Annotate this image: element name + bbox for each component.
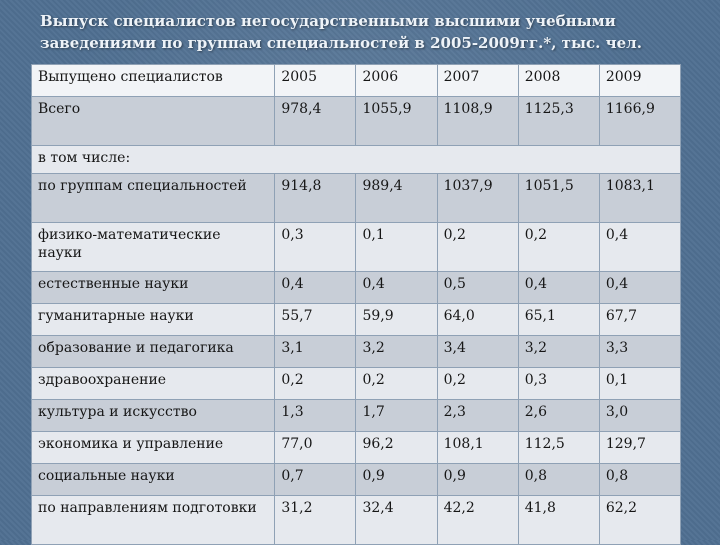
cell-value: 0,3 (275, 223, 356, 272)
cell-value: 41,8 (518, 496, 599, 545)
slide-title (40, 10, 690, 54)
row-label: здравоохранение (32, 368, 275, 400)
table-row (32, 368, 681, 400)
cell-value: 112,5 (518, 432, 599, 464)
cell-value: 0,8 (599, 464, 680, 496)
cell-value: 1108,9 (437, 97, 518, 146)
cell-value: 0,4 (356, 272, 437, 304)
cell-value: 0,2 (518, 223, 599, 272)
row-label: по группам специальностей (32, 174, 275, 223)
cell-value: 0,7 (275, 464, 356, 496)
cell-value: 1083,1 (599, 174, 680, 223)
cell-value: 0,4 (518, 272, 599, 304)
header-cell-2007: 2007 (437, 65, 518, 97)
cell-value: 0,4 (599, 272, 680, 304)
row-label: естественные науки (32, 272, 275, 304)
row-label: социальные науки (32, 464, 275, 496)
row-label: по направлениям подготовки (32, 496, 275, 545)
cell-value: 0,2 (437, 223, 518, 272)
cell-value: 3,4 (437, 336, 518, 368)
cell-value: 0,3 (518, 368, 599, 400)
header-cell-2009: 2009 (599, 65, 680, 97)
table-row-section (32, 146, 681, 174)
cell-value: 129,7 (599, 432, 680, 464)
row-label: физико-математические науки (32, 223, 275, 272)
cell-value: 42,2 (437, 496, 518, 545)
cell-value: 1051,5 (518, 174, 599, 223)
cell-value: 0,2 (356, 368, 437, 400)
cell-value: 0,4 (599, 223, 680, 272)
table-row (32, 174, 681, 223)
slide-title-line-2: заведениями по группам специальностей в 2005-2009гг.*, тыс. чел. (40, 34, 642, 52)
row-label: образование и педагогика (32, 336, 275, 368)
cell-value: 0,1 (356, 223, 437, 272)
cell-value: 0,2 (275, 368, 356, 400)
cell-value: 0,9 (437, 464, 518, 496)
table-row (32, 272, 681, 304)
cell-value: 1,7 (356, 400, 437, 432)
cell-value: 67,7 (599, 304, 680, 336)
cell-value: 108,1 (437, 432, 518, 464)
table-row (32, 400, 681, 432)
cell-value: 0,5 (437, 272, 518, 304)
graduates-table (31, 64, 681, 545)
cell-value: 0,4 (275, 272, 356, 304)
header-cell-2006: 2006 (356, 65, 437, 97)
row-label: Всего (32, 97, 275, 146)
cell-value: 96,2 (356, 432, 437, 464)
cell-value: 1037,9 (437, 174, 518, 223)
row-label: экономика и управление (32, 432, 275, 464)
header-cell-2008: 2008 (518, 65, 599, 97)
cell-value: 3,0 (599, 400, 680, 432)
cell-value: 989,4 (356, 174, 437, 223)
cell-value: 914,8 (275, 174, 356, 223)
table-row (32, 496, 681, 545)
row-label: гуманитарные науки (32, 304, 275, 336)
cell-value: 64,0 (437, 304, 518, 336)
cell-value: 77,0 (275, 432, 356, 464)
cell-value: 1055,9 (356, 97, 437, 146)
cell-value: 65,1 (518, 304, 599, 336)
slide-title-line-1: Выпуск специалистов негосударственными высшими учебными (40, 12, 616, 30)
table-row-total (32, 97, 681, 146)
cell-value: 0,1 (599, 368, 680, 400)
cell-value: 62,2 (599, 496, 680, 545)
cell-value: 31,2 (275, 496, 356, 545)
table-row (32, 336, 681, 368)
cell-value: 3,2 (518, 336, 599, 368)
cell-value: 0,9 (356, 464, 437, 496)
header-cell-2005: 2005 (275, 65, 356, 97)
cell-value: 32,4 (356, 496, 437, 545)
cell-value: 59,9 (356, 304, 437, 336)
row-label: культура и искусство (32, 400, 275, 432)
header-cell-label: Выпущено специалистов (32, 65, 275, 97)
cell-value: 0,2 (437, 368, 518, 400)
cell-value: 3,1 (275, 336, 356, 368)
table-row (32, 432, 681, 464)
cell-value: 1,3 (275, 400, 356, 432)
table-row (32, 464, 681, 496)
table-header-row (32, 65, 681, 97)
section-label: в том числе: (32, 146, 681, 174)
cell-value: 2,3 (437, 400, 518, 432)
cell-value: 3,3 (599, 336, 680, 368)
cell-value: 2,6 (518, 400, 599, 432)
table-row (32, 223, 681, 272)
cell-value: 1166,9 (599, 97, 680, 146)
cell-value: 55,7 (275, 304, 356, 336)
cell-value: 3,2 (356, 336, 437, 368)
cell-value: 1125,3 (518, 97, 599, 146)
data-table-container (31, 64, 681, 545)
cell-value: 0,8 (518, 464, 599, 496)
cell-value: 978,4 (275, 97, 356, 146)
table-row (32, 304, 681, 336)
